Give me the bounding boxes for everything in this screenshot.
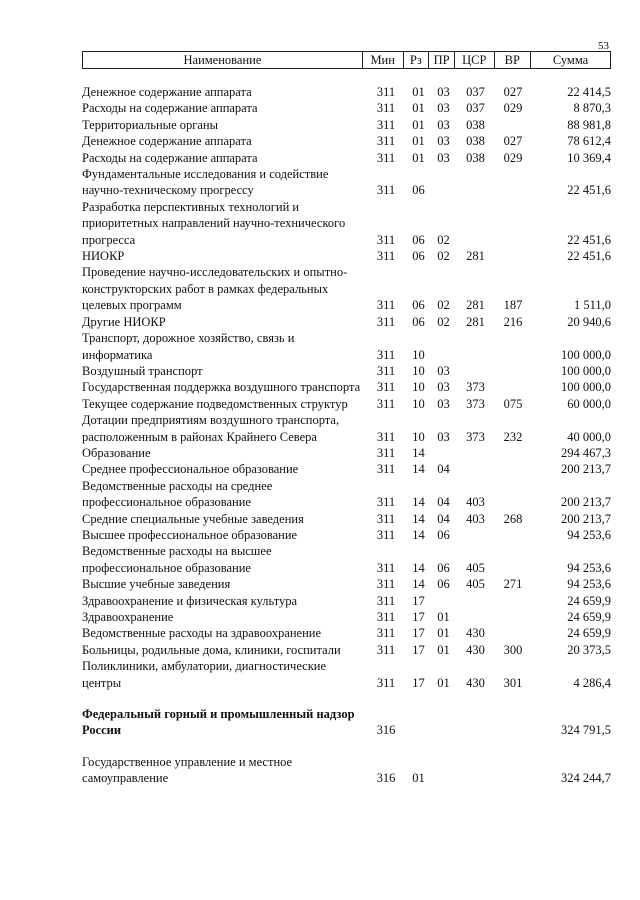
row-sum: 100 000,0	[561, 347, 611, 362]
row-sum: 22 414,5	[567, 85, 611, 99]
row-csr: 403	[466, 511, 485, 526]
row-sum: 78 612,4	[567, 134, 611, 149]
table-row	[82, 330, 611, 363]
row-pr: 03	[437, 363, 450, 378]
row-rz: 06	[412, 249, 425, 264]
row-name: Текущее содержание подведомственных структур	[82, 396, 348, 411]
row-pr: 03	[437, 117, 450, 132]
row-rz: 01	[412, 150, 425, 165]
table-body	[82, 84, 611, 787]
row-pr: 03	[437, 101, 450, 116]
row-sum: 10 369,4	[567, 150, 611, 165]
row-name: Проведение научно-исследовательских и опытно-конструкторских работ в рамках федеральных целевых программ	[82, 265, 348, 313]
table-row	[82, 412, 611, 445]
row-name: Расходы на содержание аппарата	[82, 101, 258, 116]
row-sum: 88 981,8	[567, 117, 611, 132]
row-name: Воздушный транспорт	[82, 363, 203, 378]
row-min: 311	[376, 593, 396, 608]
table-row	[82, 576, 611, 592]
row-csr: 373	[466, 380, 485, 395]
table-row	[82, 593, 611, 609]
row-rz: 01	[412, 134, 425, 149]
row-sum: 24 659,9	[567, 626, 611, 641]
table-row	[82, 199, 611, 248]
row-rz: 01	[412, 771, 425, 786]
row-min: 311	[376, 85, 396, 99]
row-csr: 373	[466, 429, 485, 444]
row-vr: 232	[503, 429, 523, 444]
row-sum: 40 000,0	[567, 429, 611, 444]
table-row	[82, 642, 611, 658]
row-vr: 271	[503, 577, 523, 592]
row-min: 311	[376, 396, 396, 411]
row-min: 311	[376, 314, 396, 329]
row-rz: 06	[412, 298, 425, 313]
row-min: 311	[376, 134, 396, 149]
row-csr: 037	[466, 101, 485, 116]
row-min: 311	[376, 363, 396, 378]
row-pr: 03	[437, 134, 450, 149]
row-rz: 01	[412, 117, 425, 132]
row-sum: 100 000,0	[561, 380, 611, 395]
row-csr: 037	[466, 85, 485, 99]
row-rz: 14	[412, 445, 425, 460]
row-rz: 14	[412, 495, 425, 510]
row-rz: 14	[412, 527, 425, 542]
row-min: 311	[376, 560, 396, 575]
row-pr: 01	[437, 626, 450, 641]
table-row	[82, 625, 611, 641]
row-name: Государственное управление и местное самоуправление	[82, 754, 293, 786]
table-row	[82, 264, 611, 313]
row-sum: 94 253,6	[567, 560, 611, 575]
row-min: 311	[376, 445, 396, 460]
row-pr: 06	[437, 577, 450, 592]
row-min: 311	[376, 495, 396, 510]
row-name: Денежное содержание аппарата	[82, 134, 252, 149]
row-name: Средние специальные учебные заведения	[82, 511, 304, 526]
table-row	[82, 511, 611, 527]
row-csr: 405	[466, 577, 485, 592]
row-sum: 8 870,3	[573, 101, 611, 116]
row-rz: 01	[412, 101, 425, 116]
row-sum: 60 000,0	[567, 396, 611, 411]
row-rz: 17	[412, 675, 425, 690]
row-vr: 301	[503, 675, 523, 690]
header-sum: Сумма	[531, 52, 611, 69]
row-sum: 20 373,5	[567, 642, 611, 657]
header-name: Наименование	[83, 52, 363, 69]
row-vr: 300	[503, 642, 523, 657]
row-pr: 02	[437, 232, 450, 247]
row-name: Дотации предприятиям воздушного транспорта, расположенным в районах Крайнего Севера	[82, 413, 340, 444]
row-name: Денежное содержание аппарата	[82, 85, 252, 99]
table-row	[82, 166, 611, 199]
row-name: НИОКР	[82, 249, 125, 264]
table-row	[82, 658, 611, 691]
table-row	[82, 363, 611, 379]
row-pr: 04	[437, 495, 450, 510]
row-sum: 22 451,6	[567, 183, 611, 198]
row-rz: 14	[412, 577, 425, 592]
table-row	[82, 84, 611, 100]
table-row	[82, 379, 611, 395]
row-name: Образование	[82, 445, 151, 460]
row-sum: 20 940,6	[567, 314, 611, 329]
row-name: Здравоохранение и физическая культура	[82, 593, 298, 608]
row-pr: 03	[437, 429, 450, 444]
row-min: 311	[376, 232, 396, 247]
table-row	[82, 248, 611, 264]
row-name: Расходы на содержание аппарата	[82, 150, 258, 165]
table-row	[82, 100, 611, 116]
row-sum: 1 511,0	[573, 298, 611, 313]
table-row	[82, 461, 611, 477]
row-vr: 187	[503, 298, 523, 313]
row-min: 311	[376, 117, 396, 132]
header-min: Мин	[362, 52, 403, 69]
row-name: Ведомственные расходы на высшее профессиональное образование	[82, 544, 272, 575]
row-rz: 06	[412, 183, 425, 198]
row-sum: 4 286,4	[573, 675, 611, 690]
row-min: 311	[376, 101, 396, 116]
row-csr: 405	[466, 560, 485, 575]
row-sum: 324 244,7	[561, 771, 611, 786]
row-min: 311	[376, 249, 396, 264]
row-rz: 14	[412, 560, 425, 575]
row-csr: 430	[466, 675, 485, 690]
table-row	[82, 314, 611, 330]
row-rz: 01	[412, 85, 425, 99]
row-vr: 029	[503, 150, 523, 165]
row-pr: 01	[437, 675, 450, 690]
row-sum: 24 659,9	[567, 610, 611, 624]
row-pr: 04	[437, 462, 450, 477]
row-pr: 01	[437, 610, 450, 624]
row-rz: 06	[412, 232, 425, 247]
row-rz: 06	[412, 314, 425, 329]
row-sum: 200 213,7	[561, 495, 611, 510]
row-rz: 10	[412, 363, 425, 378]
row-min: 311	[376, 626, 396, 641]
row-name: Другие НИОКР	[82, 314, 166, 329]
row-vr: 027	[503, 134, 523, 149]
row-sum: 324 791,5	[561, 723, 611, 738]
row-csr: 038	[466, 150, 485, 165]
row-sum: 24 659,9	[567, 593, 611, 608]
row-sum: 22 451,6	[567, 232, 611, 247]
table-row	[82, 609, 611, 625]
table-row	[82, 117, 611, 133]
table-row	[82, 445, 611, 461]
header-csr: ЦСР	[454, 52, 494, 69]
table-header	[82, 51, 611, 69]
row-csr: 430	[466, 642, 485, 657]
row-min: 311	[376, 183, 396, 198]
table-row	[82, 396, 611, 412]
row-name: Здравоохранение	[82, 610, 174, 624]
row-name: Территориальные органы	[82, 117, 219, 132]
table-row	[82, 150, 611, 166]
row-name: Ведомственные расходы на среднее профессиональное образование	[82, 478, 273, 510]
table-row	[82, 754, 611, 787]
row-vr: 268	[503, 511, 523, 526]
row-name: Фундаментальные исследования и содействие научно-техническому прогрессу	[82, 167, 329, 198]
row-min: 311	[376, 429, 396, 444]
row-csr: 281	[466, 298, 485, 313]
row-name: Среднее профессиональное образование	[82, 462, 299, 477]
row-name: Ведомственные расходы на здравоохранение	[82, 626, 322, 641]
row-vr: 216	[503, 314, 523, 329]
row-csr: 373	[466, 396, 485, 411]
row-rz: 17	[412, 610, 425, 624]
page-number: 53	[598, 40, 609, 52]
row-min: 316	[376, 771, 396, 786]
row-min: 311	[376, 462, 396, 477]
row-sum: 22 451,6	[567, 249, 611, 264]
row-csr: 281	[466, 314, 485, 329]
row-name: Высшие учебные заведения	[82, 577, 231, 592]
row-min: 311	[376, 642, 396, 657]
row-min: 311	[376, 527, 396, 542]
table-row	[82, 543, 611, 576]
row-min: 311	[376, 298, 396, 313]
row-pr: 02	[437, 249, 450, 264]
row-vr: 029	[503, 101, 523, 116]
row-vr: 027	[503, 85, 523, 99]
row-pr: 03	[437, 396, 450, 411]
row-pr: 06	[437, 560, 450, 575]
row-csr: 038	[466, 134, 485, 149]
row-sum: 94 253,6	[567, 577, 611, 592]
row-pr: 03	[437, 380, 450, 395]
row-name: Федеральный горный и промышленный надзор России	[82, 707, 355, 738]
row-pr: 02	[437, 314, 450, 329]
row-rz: 14	[412, 511, 425, 526]
row-pr: 03	[437, 150, 450, 165]
row-rz: 17	[412, 642, 425, 657]
row-min: 311	[376, 577, 396, 592]
table-row	[82, 478, 611, 511]
row-rz: 10	[412, 380, 425, 395]
row-rz: 10	[412, 347, 425, 362]
row-name: Государственная поддержка воздушного транспорта	[82, 380, 361, 395]
row-min: 311	[376, 150, 396, 165]
table-row-section	[82, 706, 611, 739]
row-min: 311	[376, 511, 396, 526]
row-rz: 17	[412, 593, 425, 608]
row-sum: 200 213,7	[561, 462, 611, 477]
row-pr: 06	[437, 527, 450, 542]
row-pr: 02	[437, 298, 450, 313]
row-name: Поликлиники, амбулатории, диагностические центры	[82, 659, 327, 690]
row-rz: 10	[412, 396, 425, 411]
table-row	[82, 133, 611, 149]
row-name: Транспорт, дорожное хозяйство, связь и информатика	[82, 331, 295, 362]
row-min: 316	[376, 723, 396, 738]
header-rz: Рз	[403, 52, 429, 69]
row-csr: 430	[466, 626, 485, 641]
row-sum: 294 467,3	[561, 445, 611, 460]
header-vr: ВР	[494, 52, 530, 69]
row-sum: 94 253,6	[567, 527, 611, 542]
row-pr: 01	[437, 642, 450, 657]
row-min: 311	[376, 347, 396, 362]
table-row	[82, 527, 611, 543]
row-rz: 10	[412, 429, 425, 444]
header-pr: ПР	[429, 52, 455, 69]
row-sum: 200 213,7	[561, 511, 611, 526]
row-rz: 17	[412, 626, 425, 641]
row-min: 311	[376, 675, 396, 690]
row-csr: 038	[466, 117, 485, 132]
row-sum: 100 000,0	[561, 363, 611, 378]
row-rz: 14	[412, 462, 425, 477]
row-name: Высшее профессиональное образование	[82, 527, 298, 542]
row-pr: 03	[437, 85, 450, 99]
row-pr: 04	[437, 511, 450, 526]
row-csr: 403	[466, 495, 485, 510]
row-csr: 281	[466, 249, 485, 264]
row-min: 311	[376, 610, 396, 624]
row-name: Больницы, родильные дома, клиники, госпитали	[82, 642, 341, 657]
row-vr: 075	[503, 396, 523, 411]
row-min: 311	[376, 380, 396, 395]
row-name: Разработка перспективных технологий и приоритетных направлений научно-технического прогресса	[82, 199, 346, 247]
